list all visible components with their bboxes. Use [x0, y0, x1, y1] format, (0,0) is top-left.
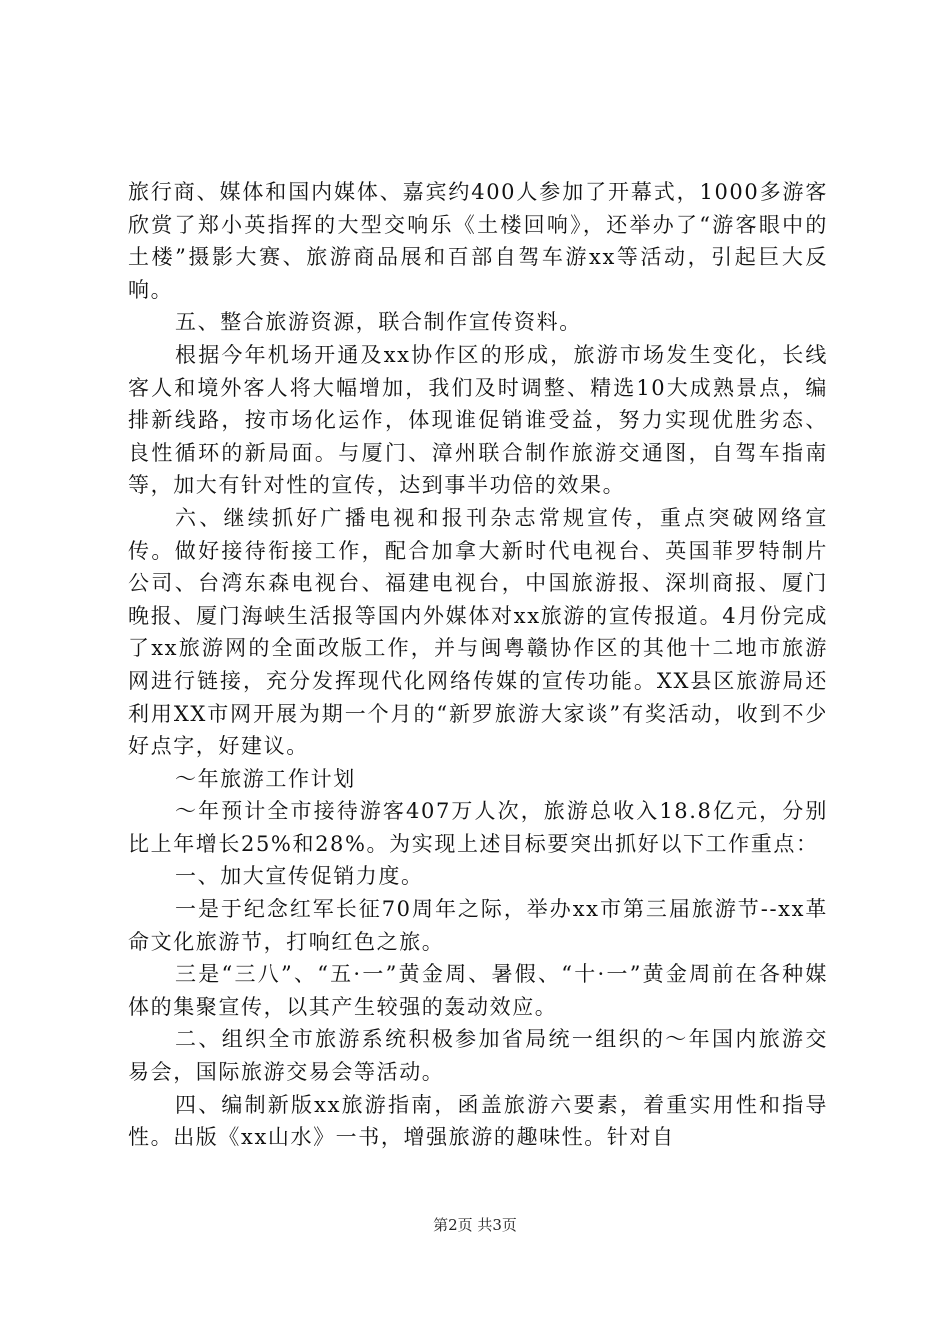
- heading-plan-1: 一、加大宣传促销力度。: [175, 864, 424, 889]
- page-number-footer: 第2页 共3页: [433, 1216, 517, 1234]
- document-body: [128, 176, 828, 1154]
- paragraph-continuation: 旅行商、媒体和国内媒体、嘉宾约400人参加了开幕式，1000多游客欣赏了郑小英指挥的大型交响乐《土楼回响》，还举办了“游客眼中的土楼”摄影大赛、旅游商品展和百部自驾车游xx等活动，引起巨大反响。: [128, 180, 828, 302]
- paragraph-plan-1a: 一是于纪念红军长征70周年之际，举办xx市第三届旅游节--xx革命文化旅游节，打响红色之旅。: [128, 897, 828, 954]
- paragraph-plan-1c: 三是“三八”、“五·一”黄金周、暑假、“十·一”黄金周前在各种媒体的集聚宣传，以其产生较强的轰动效应。: [128, 962, 828, 1019]
- paragraph-section-6: 六、继续抓好广播电视和报刊杂志常规宣传，重点突破网络宣传。做好接待衔接工作，配合加拿大新时代电视台、英国菲罗特制片公司、台湾东森电视台、福建电视台，中国旅游报、深圳商报、厦门晚报、厦门海峡生活报等国内外媒体对xx旅游的宣传报道。4月份完成了xx旅游网的全面改版工作，并与闽粤赣协作区的其他十二地市旅游网进行链接，充分发挥现代化网络传媒的宣传功能。XX县区旅游局还利用XX市网开展为期一个月的“新罗旅游大家谈”有奖活动，收到不少好点字，好建议。: [128, 505, 828, 759]
- heading-section-5: 五、整合旅游资源，联合制作宣传资料。: [175, 310, 582, 335]
- paragraph-plan-4: 四、编制新版xx旅游指南，函盖旅游六要素，着重实用性和指导性。出版《xx山水》一书，增强旅游的趣味性。针对自: [128, 1092, 828, 1150]
- paragraph-plan-2: 二、组织全市旅游系统积极参加省局统一组织的～年国内旅游交易会，国际旅游交易会等活动。: [128, 1027, 828, 1085]
- paragraph-plan-intro: ～年预计全市接待游客407万人次，旅游总收入18.8亿元，分别比上年增长25%和28%。为实现上述目标要突出抓好以下工作重点：: [128, 799, 828, 856]
- paragraph-section-5: 根据今年机场开通及xx协作区的形成，旅游市场发生变化，长线客人和境外客人将大幅增加，我们及时调整、精选10大成熟景点，编排新线路，按市场化运作，体现谁促销谁受益，努力实现优胜劣态、良性循环的新局面。与厦门、漳州联合制作旅游交通图，自驾车指南等，加大有针对性的宣传，达到事半功倍的效果。: [128, 342, 828, 498]
- heading-work-plan: ～年旅游工作计划: [175, 766, 356, 791]
